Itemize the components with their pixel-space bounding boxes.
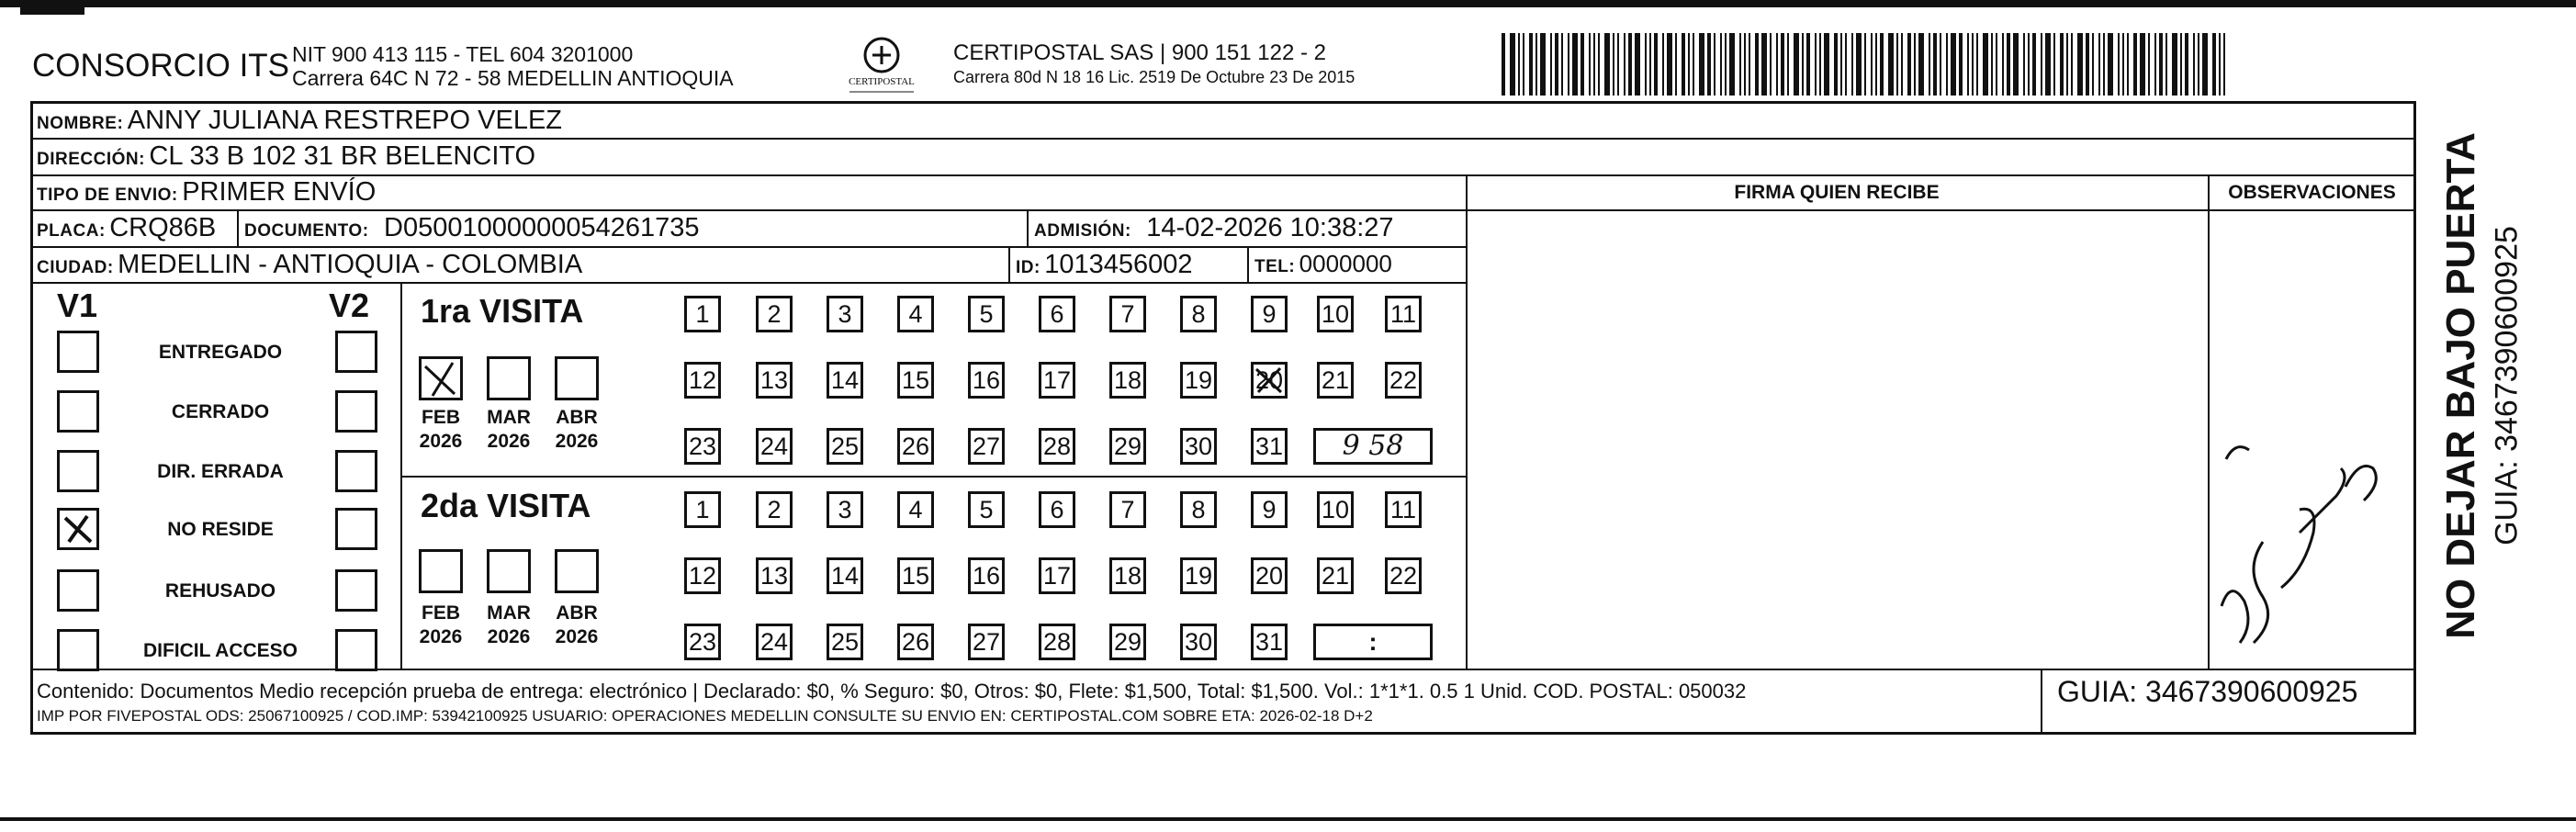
barcode-bar <box>1901 33 1903 96</box>
month-name: FEB <box>422 602 460 624</box>
tel-value: 0000000 <box>1299 250 1392 277</box>
handwritten-signature <box>2208 386 2416 661</box>
barcode-bar <box>2223 33 2225 96</box>
month-year: 2026 <box>555 431 599 452</box>
status-label: REHUSADO <box>164 580 276 602</box>
day-box[interactable]: 7 <box>1109 296 1146 332</box>
day-box[interactable]: 11 <box>1385 296 1422 332</box>
day-box[interactable]: 8 <box>1180 296 1217 332</box>
top-edge <box>0 0 2576 7</box>
status-label: DIFICIL ACCESO <box>142 640 298 661</box>
nombre-value: ANNY JULIANA RESTREPO VELEZ <box>127 106 563 135</box>
day-box[interactable]: 19 <box>1180 557 1217 594</box>
ciudad-value: MEDELLIN - ANTIOQUIA - COLOMBIA <box>118 250 583 279</box>
row-divider <box>30 138 2416 140</box>
barcode-bar <box>2092 33 2094 96</box>
barcode-bar <box>2127 33 2129 96</box>
barcode-bar <box>2148 33 2150 96</box>
day-box[interactable]: 5 <box>968 296 1005 332</box>
day-box[interactable]: 10 <box>1317 296 1354 332</box>
check-mark-icon <box>1254 365 1285 396</box>
barcode-bar <box>1502 33 1505 96</box>
barcode-bar <box>1645 33 1647 96</box>
barcode-bar <box>1983 33 1988 96</box>
tel-label: TEL: <box>1254 257 1296 276</box>
barcode-bar <box>1523 33 1524 96</box>
day-box[interactable]: 13 <box>756 362 793 399</box>
barcode-bar <box>1725 33 1727 96</box>
barcode-bar <box>1776 33 1778 96</box>
day-box[interactable]: 9 <box>1251 296 1288 332</box>
barcode-bar <box>1802 33 1804 96</box>
status-label: NO RESIDE <box>167 519 274 540</box>
barcode-bar <box>1996 33 1997 96</box>
barcode-bar <box>1770 33 1772 96</box>
top-notch <box>20 4 84 15</box>
barcode-bar <box>2133 33 2137 96</box>
day-box[interactable]: 3 <box>827 491 863 528</box>
check-mark-icon <box>422 359 460 398</box>
day-box[interactable]: 17 <box>1039 362 1075 399</box>
barcode-bar <box>1819 33 1821 96</box>
month-label <box>479 602 538 649</box>
barcode-bar <box>1561 33 1563 96</box>
day-box[interactable]: 28 <box>1039 624 1075 660</box>
month-label <box>547 406 606 454</box>
first-visit-title: 1ra VISITA <box>421 292 584 330</box>
month-label <box>411 406 470 454</box>
status-v2-checkbox[interactable] <box>335 450 377 492</box>
barcode-bar <box>2193 33 2195 96</box>
month-checkbox[interactable] <box>555 549 599 593</box>
barcode-bar <box>2032 33 2036 96</box>
barcode-bar <box>1946 33 1948 96</box>
day-box[interactable]: 22 <box>1385 362 1422 399</box>
day-box[interactable]: 17 <box>1039 557 1075 594</box>
month-name: ABR <box>556 407 598 428</box>
status-v1-checkbox[interactable] <box>57 390 99 433</box>
month-name: MAR <box>487 602 531 624</box>
barcode-bar <box>1729 33 1735 96</box>
documento-label: DOCUMENTO: <box>244 221 369 241</box>
row-divider <box>30 174 2416 176</box>
day-box[interactable]: 27 <box>968 624 1005 660</box>
barcode-bar <box>1635 33 1640 96</box>
barcode-bar <box>2053 33 2055 96</box>
barcode-bar <box>1914 33 1916 96</box>
barcode-bar <box>1991 33 1993 96</box>
barcode-bar <box>1688 33 1690 96</box>
status-v1-checkbox[interactable] <box>57 629 99 671</box>
day-box[interactable]: 26 <box>897 624 934 660</box>
day-box[interactable]: 8 <box>1180 491 1217 528</box>
barcode-bar <box>1682 33 1685 96</box>
side-guia-text: GUIA: 3467390600925 <box>2489 226 2525 545</box>
tipo-envio-label: TIPO DE ENVIO: <box>37 186 178 205</box>
day-box[interactable]: 2 <box>756 296 793 332</box>
day-box[interactable]: 30 <box>1180 624 1217 660</box>
day-box[interactable]: 2 <box>756 491 793 528</box>
day-box[interactable]: 15 <box>897 557 934 594</box>
id-value: 1013456002 <box>1044 250 1193 279</box>
barcode-bar <box>2023 33 2025 96</box>
barcode-bar <box>1907 33 1911 96</box>
month-checkbox[interactable] <box>555 356 599 400</box>
barcode-bar <box>1871 33 1873 96</box>
barcode-bar <box>1598 33 1600 96</box>
barcode-bar <box>1929 33 1930 96</box>
month-year: 2026 <box>555 626 599 647</box>
barcode-bar <box>1667 33 1672 96</box>
barcode-bar <box>2086 33 2089 96</box>
day-box[interactable]: 12 <box>684 557 721 594</box>
barcode-bar <box>2013 33 2019 96</box>
day-box[interactable]: 5 <box>968 491 1005 528</box>
day-box[interactable]: 9 <box>1251 491 1288 528</box>
barcode-bar <box>2165 33 2167 96</box>
day-box[interactable]: 6 <box>1039 296 1075 332</box>
day-box[interactable]: 26 <box>897 428 934 465</box>
barcode-bar <box>1888 33 1894 96</box>
nombre-label: NOMBRE: <box>37 114 124 133</box>
barcode-bar <box>1714 33 1715 96</box>
day-box[interactable]: 21 <box>1317 557 1354 594</box>
status-v2-checkbox[interactable] <box>335 390 377 433</box>
day-box[interactable]: 27 <box>968 428 1005 465</box>
time-box[interactable]: 9 58 <box>1313 428 1433 465</box>
status-v1-checkbox[interactable] <box>57 508 99 550</box>
footer-print-info: IMP POR FIVEPOSTAL ODS: 25067100925 / COD.IMP: 53942100925 USUARIO: OPERACIONES MEDELLIN CONSULTE SU ENVIO EN: CERTIPOSTAL.COM SOBRE ETA: 2026-02-18 D+2 <box>37 707 1373 725</box>
ciudad-label: CIUDAD: <box>37 258 114 277</box>
barcode-bar <box>2007 33 2010 96</box>
barcode-bar <box>1834 33 1838 96</box>
no-dejar-text: NO DEJAR BAJO PUERTA <box>2438 132 2483 639</box>
month-name: MAR <box>487 407 531 428</box>
day-box[interactable]: 14 <box>827 557 863 594</box>
footer-contents: Contenido: Documentos Medio recepción prueba de entrega: electrónico | Declarado: $0, % Seguro: $0, Otros: $0, Flete: $1,500, Total: $1,500. Vol.: 1*1*1. 0.5 1 Unid. COD. POSTAL: 050032 <box>37 680 1747 703</box>
barcode-bar <box>2159 33 2163 96</box>
month-name: ABR <box>556 602 598 624</box>
day-box[interactable]: 16 <box>968 362 1005 399</box>
barcode-bar <box>2002 33 2004 96</box>
day-box[interactable]: 22 <box>1385 557 1422 594</box>
barcode-bar <box>1787 33 1789 96</box>
day-box[interactable]: 4 <box>897 296 934 332</box>
barcode-bar <box>2060 33 2064 96</box>
v2-header: V2 <box>329 287 370 324</box>
visit-divider <box>400 476 1468 478</box>
day-box[interactable]: 29 <box>1109 428 1146 465</box>
barcode-bar <box>1856 33 1862 96</box>
id-label: ID: <box>1016 258 1041 277</box>
day-box[interactable]: 12 <box>684 362 721 399</box>
col-divider <box>237 209 239 246</box>
barcode-bar <box>2041 33 2042 96</box>
month-label <box>411 602 470 649</box>
barcode-bar <box>1675 33 1677 96</box>
status-v2-checkbox[interactable] <box>335 331 377 373</box>
placa-label: PLACA: <box>37 221 106 241</box>
barcode-bar <box>1654 33 1658 96</box>
v1-header: V1 <box>57 287 98 324</box>
placa-value: CRQ86B <box>109 213 217 242</box>
day-box[interactable]: 3 <box>827 296 863 332</box>
barcode-bar <box>1896 33 1898 96</box>
day-box[interactable]: 25 <box>827 624 863 660</box>
month-year: 2026 <box>419 431 463 452</box>
day-box[interactable]: 20 <box>1251 557 1288 594</box>
barcode-bar <box>2028 33 2030 96</box>
status-v1-checkbox[interactable] <box>57 450 99 492</box>
day-box[interactable]: 31 <box>1251 428 1288 465</box>
barcode-bar <box>2098 33 2100 96</box>
barcode-bar <box>1951 33 1956 96</box>
barcode-bar <box>1707 33 1711 96</box>
barcode-bar <box>1940 33 1941 96</box>
day-box[interactable]: 29 <box>1109 624 1146 660</box>
company-name: CONSORCIO ITS <box>32 48 290 84</box>
status-v2-checkbox[interactable] <box>335 508 377 550</box>
col-divider <box>2041 669 2042 735</box>
barcode-bar <box>1535 33 1537 96</box>
barcode-bar <box>2198 33 2199 96</box>
barcode-bar <box>1550 33 1552 96</box>
direccion-value: CL 33 B 102 31 BR BELENCITO <box>149 141 536 171</box>
day-box[interactable]: 25 <box>827 428 863 465</box>
admision-label: ADMISIÓN: <box>1034 221 1131 241</box>
status-label: DIR. ERRADA <box>157 461 284 482</box>
check-mark-icon <box>60 511 96 547</box>
barcode-bar <box>2045 33 2051 96</box>
month-year: 2026 <box>419 626 463 647</box>
day-box[interactable]: 23 <box>684 624 721 660</box>
side-guia <box>2480 129 2535 643</box>
barcode-bar <box>1568 33 1569 96</box>
col-divider <box>1247 246 1249 282</box>
col-divider <box>1027 209 1029 246</box>
documento-value: D05001000000054261735 <box>384 213 700 242</box>
carrier-address: Carrera 80d N 18 16 Lic. 2519 De Octubre 23 De 2015 <box>953 68 1355 86</box>
barcode-bar <box>1649 33 1651 96</box>
day-box[interactable]: 20 <box>1251 362 1288 399</box>
status-label: CERRADO <box>171 401 270 422</box>
admision-value: 14-02-2026 10:38:27 <box>1146 213 1394 242</box>
barcode-bar <box>1593 33 1595 96</box>
month-year: 2026 <box>487 431 531 452</box>
bottom-edge <box>0 817 2576 821</box>
day-box[interactable]: 10 <box>1317 491 1354 528</box>
barcode-bar <box>2103 33 2105 96</box>
barcode-bar <box>2066 33 2068 96</box>
barcode-bar <box>1880 33 1884 96</box>
time-box[interactable]: : <box>1313 624 1433 660</box>
day-box[interactable]: 31 <box>1251 624 1288 660</box>
barcode-bar <box>2202 33 2208 96</box>
barcode-bar <box>2108 33 2113 96</box>
barcode-bar <box>1761 33 1767 96</box>
day-box[interactable]: 14 <box>827 362 863 399</box>
header-divider <box>1466 209 2416 211</box>
company-address: Carrera 64C N 72 - 58 MEDELLIN ANTIOQUIA <box>292 66 734 90</box>
day-box[interactable]: 30 <box>1180 428 1217 465</box>
day-box[interactable]: 18 <box>1109 362 1146 399</box>
month-label <box>479 406 538 454</box>
barcode-bar <box>1864 33 1866 96</box>
barcode-bar <box>1662 33 1664 96</box>
barcode-bar <box>1972 33 1974 96</box>
month-checkbox[interactable] <box>487 356 531 400</box>
status-label: ENTREGADO <box>158 342 283 363</box>
footer-divider <box>30 669 2416 670</box>
barcode-bar <box>1540 33 1546 96</box>
barcode-bar <box>1604 33 1610 96</box>
barcode-bar <box>1744 33 1746 96</box>
barcode-bar <box>1967 33 1969 96</box>
barcode-bar <box>2172 33 2177 96</box>
barcode-bar <box>1693 33 1694 96</box>
status-v1-checkbox[interactable] <box>57 569 99 612</box>
barcode-bar <box>1976 33 1978 96</box>
barcode-bar <box>1749 33 1750 96</box>
barcode-bar <box>1628 33 1632 96</box>
day-box[interactable]: 24 <box>756 428 793 465</box>
day-box[interactable]: 21 <box>1317 362 1354 399</box>
barcode-bar <box>1555 33 1558 96</box>
barcode-bar <box>2140 33 2145 96</box>
day-box[interactable]: 28 <box>1039 428 1075 465</box>
barcode-bar <box>1840 33 1842 96</box>
day-box[interactable]: 11 <box>1385 491 1422 528</box>
barcode-bar <box>1959 33 1963 96</box>
barcode-bar <box>1815 33 1817 96</box>
day-box[interactable]: 18 <box>1109 557 1146 594</box>
col-divider <box>1466 174 1468 669</box>
barcode-bar <box>1845 33 1847 96</box>
barcode-bar <box>2212 33 2216 96</box>
second-visit-title: 2da VISITA <box>421 487 591 524</box>
barcode-bar <box>1755 33 1759 96</box>
month-checkbox[interactable] <box>419 356 463 400</box>
barcode-bar <box>1580 33 1584 96</box>
barcode-bar <box>1589 33 1591 96</box>
day-box[interactable]: 7 <box>1109 491 1146 528</box>
day-box[interactable]: 15 <box>897 362 934 399</box>
barcode-bar <box>1720 33 1722 96</box>
footer-guia: GUIA: 3467390600925 <box>2057 675 2358 708</box>
barcode-bar <box>1851 33 1853 96</box>
barcode-bar <box>2185 33 2188 96</box>
barcode-bar <box>1806 33 1810 96</box>
barcode-bar <box>2180 33 2182 96</box>
barcode-bar <box>2122 33 2124 96</box>
barcode-bar <box>1699 33 1704 96</box>
day-box[interactable]: 6 <box>1039 491 1075 528</box>
barcode-bar <box>1918 33 1924 96</box>
month-name: FEB <box>422 407 460 428</box>
month-checkbox[interactable] <box>419 549 463 593</box>
status-v2-checkbox[interactable] <box>335 569 377 612</box>
day-box[interactable]: 16 <box>968 557 1005 594</box>
barcode-bar <box>1613 33 1614 96</box>
certipostal-logo <box>831 33 932 99</box>
company-nit-tel: NIT 900 413 115 - TEL 604 3201000 <box>292 42 634 66</box>
barcode-bar <box>1518 33 1520 96</box>
status-v1-checkbox[interactable] <box>57 331 99 373</box>
barcode-bar <box>2154 33 2156 96</box>
barcode-bar <box>2219 33 2221 96</box>
day-box[interactable]: 23 <box>684 428 721 465</box>
month-checkbox[interactable] <box>487 549 531 593</box>
day-box[interactable]: 1 <box>684 296 721 332</box>
barcode <box>1502 33 2232 96</box>
day-box[interactable]: 4 <box>897 491 934 528</box>
status-v2-checkbox[interactable] <box>335 629 377 671</box>
barcode-bar <box>1529 33 1533 96</box>
logo-text: CERTIPOSTAL <box>849 76 915 87</box>
firma-header: FIRMA QUIEN RECIBE <box>1734 182 1940 203</box>
month-year: 2026 <box>487 626 531 647</box>
barcode-bar <box>1739 33 1741 96</box>
barcode-bar <box>1572 33 1578 96</box>
barcode-bar <box>2071 33 2073 96</box>
barcode-bar <box>1933 33 1937 96</box>
observaciones-header: OBSERVACIONES <box>2228 182 2396 203</box>
day-box[interactable]: 13 <box>756 557 793 594</box>
row-divider <box>30 246 1468 248</box>
barcode-bar <box>2118 33 2120 96</box>
barcode-bar <box>1794 33 1799 96</box>
barcode-bar <box>1824 33 1829 96</box>
day-box[interactable]: 24 <box>756 624 793 660</box>
barcode-bar <box>1875 33 1877 96</box>
barcode-bar <box>1510 33 1515 96</box>
barcode-bar <box>1617 33 1619 96</box>
direccion-label: DIRECCIÓN: <box>37 150 145 169</box>
month-label <box>547 602 606 649</box>
barcode-bar <box>2077 33 2083 96</box>
day-box[interactable]: 19 <box>1180 362 1217 399</box>
day-box[interactable]: 1 <box>684 491 721 528</box>
tipo-envio-value: PRIMER ENVÍO <box>182 177 377 207</box>
barcode-bar <box>1781 33 1784 96</box>
carrier-name: CERTIPOSTAL SAS | 900 151 122 - 2 <box>953 40 1326 65</box>
row-divider <box>30 282 1468 284</box>
col-divider <box>1008 246 1010 282</box>
barcode-bar <box>1624 33 1625 96</box>
